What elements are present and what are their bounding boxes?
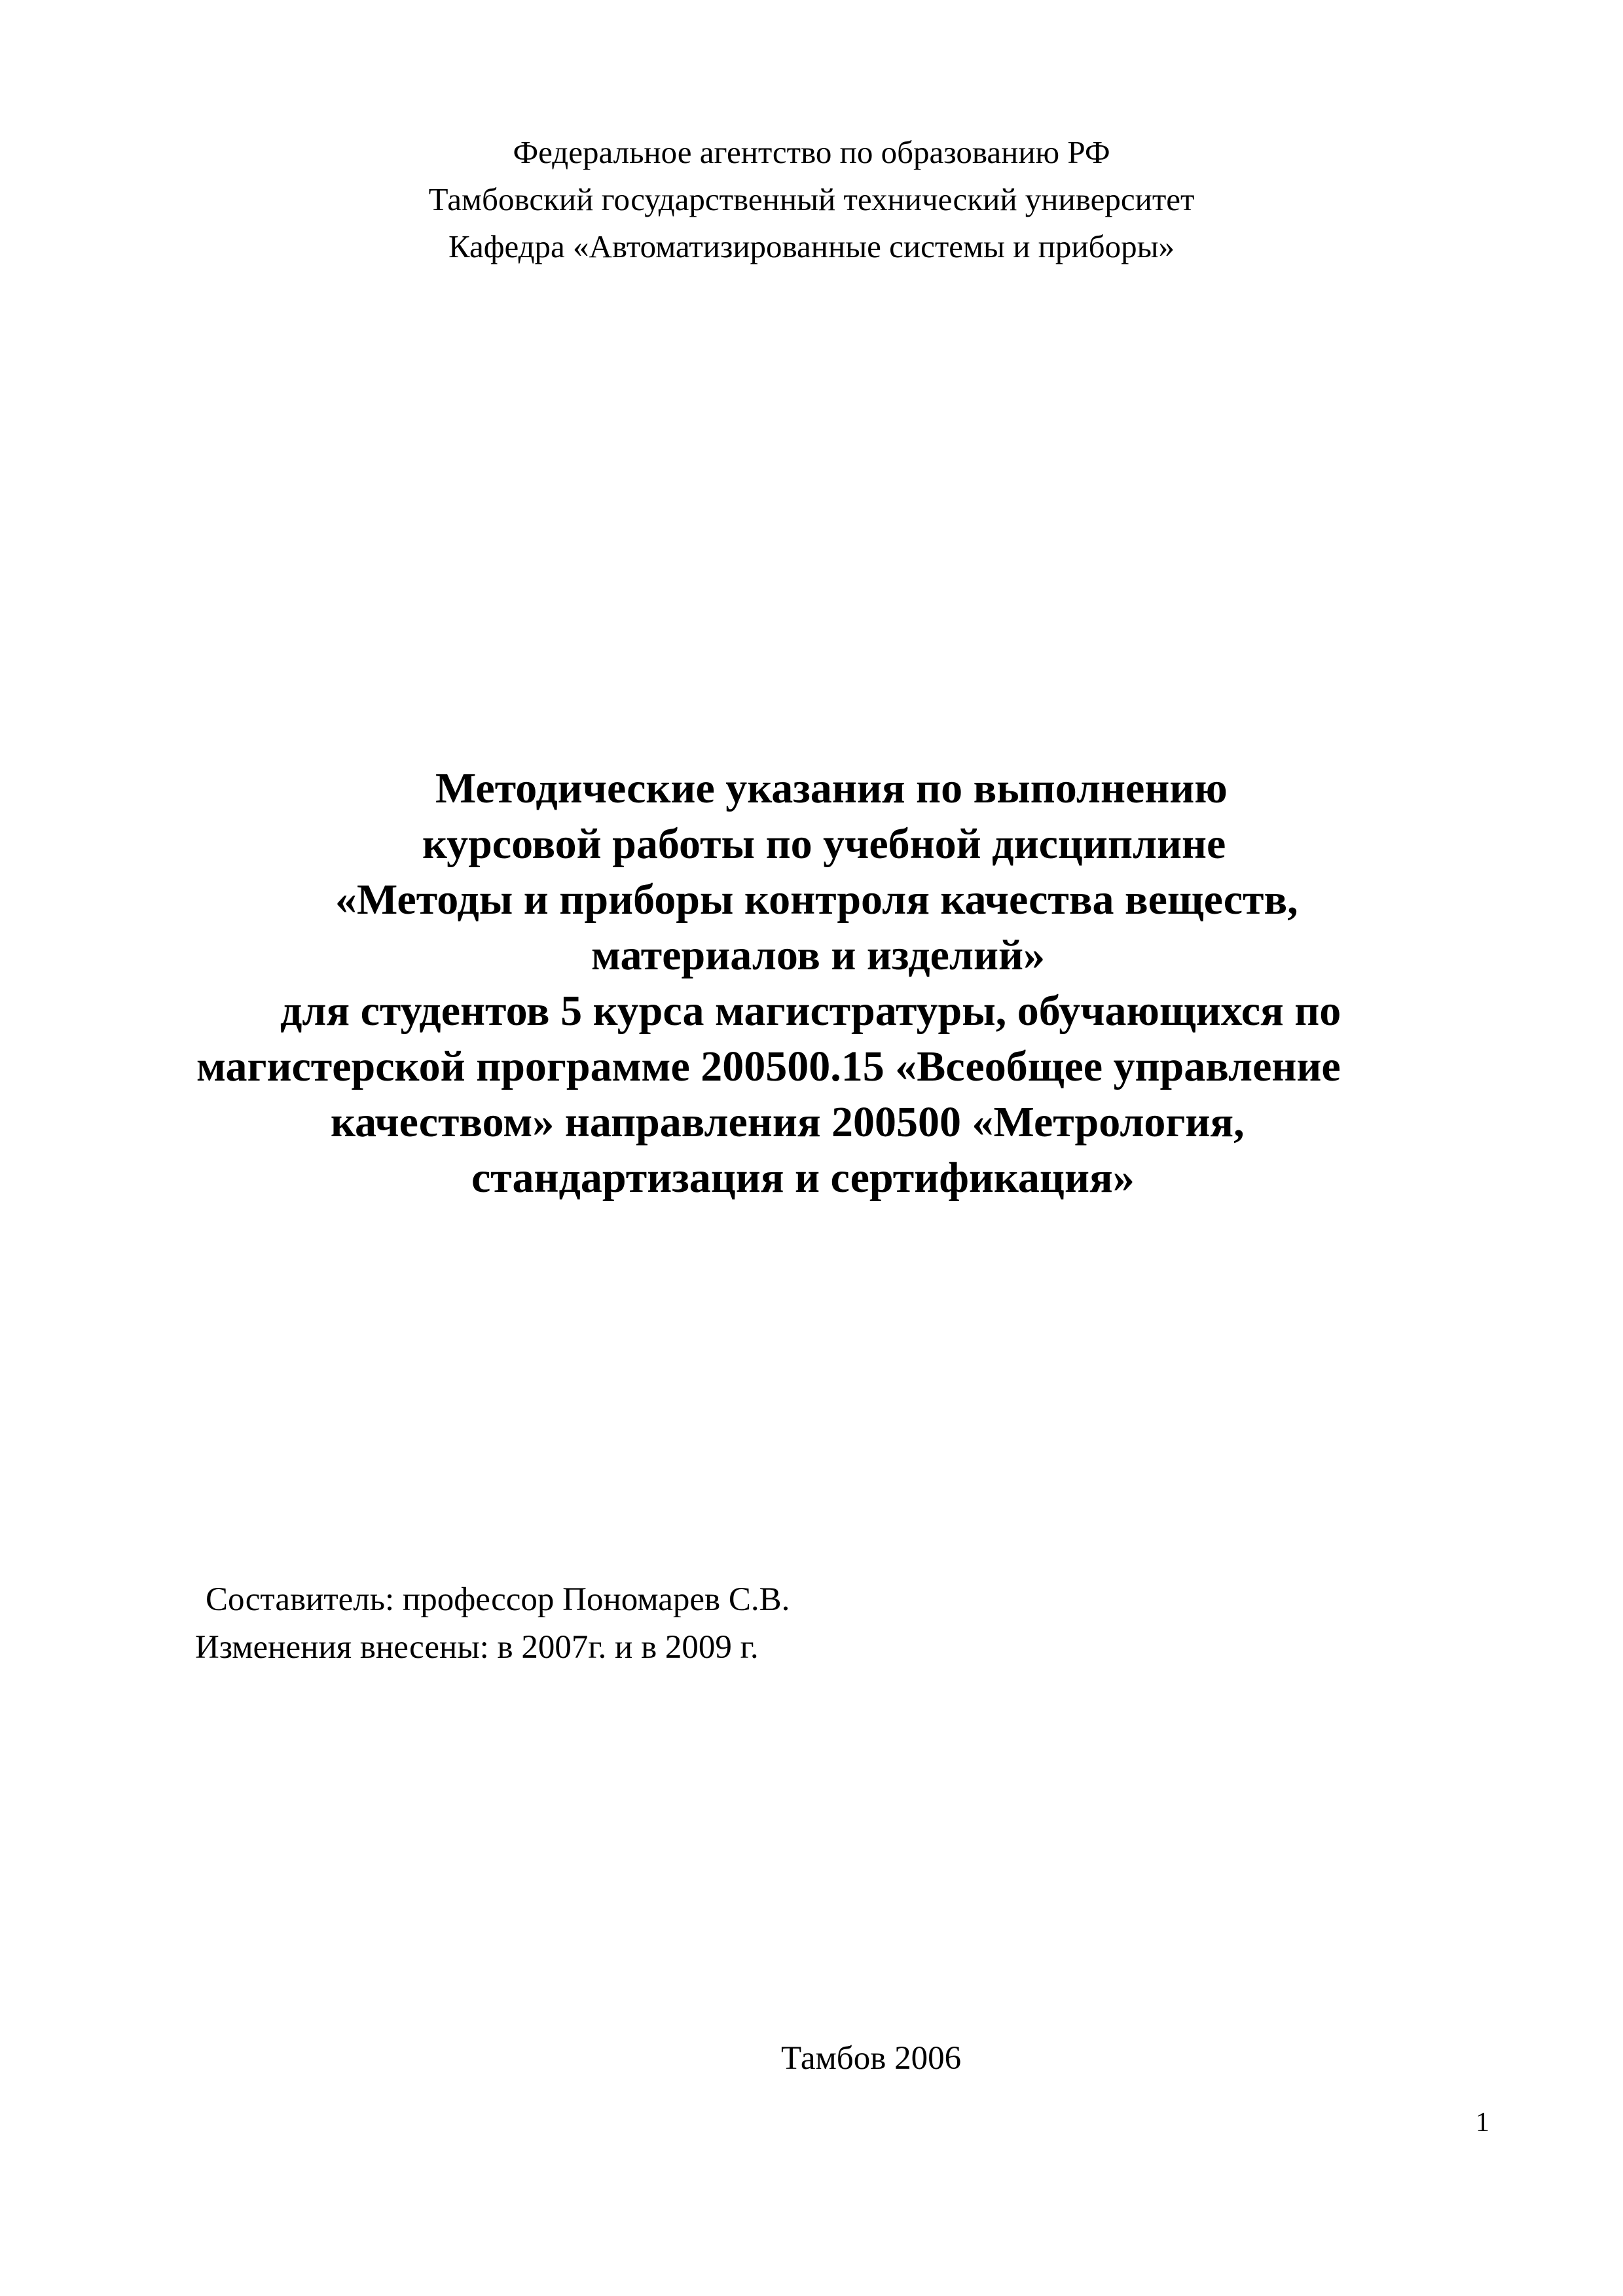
page-number: 1 <box>1476 2108 1489 2138</box>
compiler-info: Составитель: профессор Пономарев С.В. <box>206 1581 790 1618</box>
title-line-3: «Методы и приборы контроля качества веществ, <box>335 876 1298 924</box>
title-line-8: стандартизация и сертификация» <box>471 1154 1135 1202</box>
header-university: Тамбовский государственный технический университет <box>428 181 1195 217</box>
title-line-4: материалов и изделий» <box>591 931 1045 979</box>
title-line-2: курсовой работы по учебной дисциплине <box>422 820 1226 868</box>
header-department: Кафедра «Автоматизированные системы и приборы» <box>448 228 1175 264</box>
title-line-7: качеством» направления 200500 «Метрология, <box>331 1098 1245 1146</box>
header-agency: Федеральное агентство по образованию РФ <box>513 134 1110 170</box>
changes-info: Изменения внесены: в 2007г. и в 2009 г. <box>195 1629 759 1666</box>
title-line-6: магистерской программе 200500.15 «Всеобщее управление <box>196 1043 1341 1090</box>
title-line-5: для студентов 5 курса магистратуры, обучающихся по <box>280 987 1341 1035</box>
title-line-1: Методические указания по выполнению <box>435 764 1228 812</box>
city-year: Тамбов 2006 <box>781 2040 962 2077</box>
